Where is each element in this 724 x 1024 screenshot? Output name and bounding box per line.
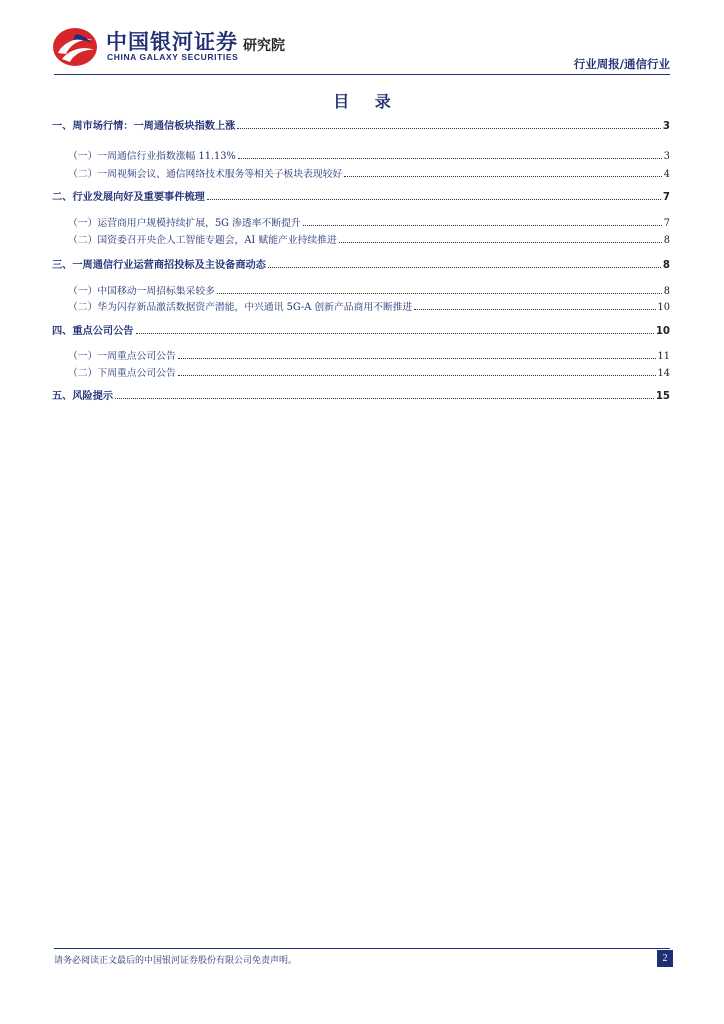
toc-entry-text: 三、一周通信行业运营商招投标及主设备商动态: [52, 260, 266, 271]
toc-entry-section-2-1[interactable]: [52, 212, 670, 229]
toc-dot-leader: [303, 225, 662, 226]
footer-disclaimer: 请务必阅读正文最后的中国银河证券股份有限公司免责声明。: [54, 956, 298, 966]
brand-name-cn: 中国银河证券: [106, 30, 238, 54]
toc-dot-leader: [217, 293, 662, 294]
toc-entry-text: 二、行业发展向好及重要事件梳理: [52, 192, 205, 203]
toc-entry-text: （一）一周通信行业指数涨幅 11.13%: [68, 151, 236, 162]
toc-entry-text: （二）一周视频会议、通信网络技术服务等相关子板块表现较好: [68, 169, 343, 180]
brand-institute: 研究院: [243, 38, 285, 54]
toc-entry-section-1-2[interactable]: [52, 163, 670, 180]
toc-entry-text: （一）中国移动一周招标集采较多: [68, 286, 215, 297]
header-divider: [54, 74, 670, 75]
toc-entry-page: 10: [657, 302, 670, 313]
toc-dot-leader: [339, 242, 662, 243]
toc-dot-leader: [178, 358, 656, 359]
galaxy-swirl-logo-icon: [52, 26, 98, 68]
toc-entry-section-3-2[interactable]: [52, 296, 670, 313]
toc-entry-text: （二）下周重点公司公告: [68, 368, 176, 379]
footer-divider: [54, 948, 670, 949]
toc-entry-page: 3: [662, 121, 670, 132]
toc-entry-page: 8: [663, 286, 670, 297]
toc-dot-leader: [238, 158, 662, 159]
toc-entry-text: 五、风险提示: [52, 391, 114, 402]
toc-entry-section-3-1[interactable]: [52, 280, 670, 297]
toc-entry-page: 7: [663, 218, 670, 229]
toc-dot-leader: [136, 333, 654, 334]
toc-entry-page: 15: [655, 391, 670, 402]
page-footer: [0, 940, 724, 980]
toc-dot-leader: [115, 398, 654, 399]
toc-entry-page: 3: [663, 151, 670, 162]
toc-entry-text: （二）国资委召开央企人工智能专题会，AI 赋能产业持续推进: [68, 235, 337, 246]
document-category: 行业周报/通信行业: [573, 57, 670, 71]
toc-entry-text: （一）运营商用户规模持续扩展，5G 渗透率不断提升: [68, 218, 301, 229]
toc-entry-section-1-1[interactable]: [52, 145, 670, 162]
toc-entry-text: 一、周市场行情：一周通信板块指数上涨: [52, 121, 236, 132]
toc-entry-section-4[interactable]: [52, 320, 670, 337]
toc-entry-section-4-2[interactable]: [52, 362, 670, 379]
brand-name-en: CHINA GALAXY SECURITIES: [107, 52, 239, 62]
toc-entry-page: 11: [657, 351, 670, 362]
toc-entry-section-5[interactable]: [52, 385, 670, 402]
toc-entry-section-2[interactable]: [52, 186, 670, 203]
toc-dot-leader: [268, 267, 661, 268]
toc-entry-page: 10: [655, 326, 670, 337]
page-number: 2: [657, 950, 673, 967]
toc-entry-page: 8: [663, 235, 670, 246]
toc-entry-page: 14: [657, 368, 670, 379]
toc-entry-text: 四、重点公司公告: [52, 326, 134, 337]
toc-entry-text: （一）一周重点公司公告: [68, 351, 176, 362]
toc-dot-leader: [178, 375, 656, 376]
toc-entry-section-1[interactable]: [52, 115, 670, 132]
toc-title: 目 录: [333, 92, 401, 111]
toc-dot-leader: [344, 176, 661, 177]
toc-entry-section-4-1[interactable]: [52, 345, 670, 362]
toc-dot-leader: [237, 128, 661, 129]
toc-entry-section-2-2[interactable]: [52, 229, 670, 246]
toc-entry-section-3[interactable]: [52, 254, 670, 271]
toc-dot-leader: [414, 309, 655, 310]
toc-entry-page: 4: [663, 169, 670, 180]
toc-entry-page: 7: [662, 192, 670, 203]
toc-entry-page: 8: [662, 260, 670, 271]
toc-entry-text: （二）华为闪存新品激活数据资产潜能，中兴通讯 5G-A 创新产品商用不断推进: [68, 302, 413, 313]
toc-dot-leader: [207, 199, 661, 200]
page-header: [0, 0, 724, 80]
